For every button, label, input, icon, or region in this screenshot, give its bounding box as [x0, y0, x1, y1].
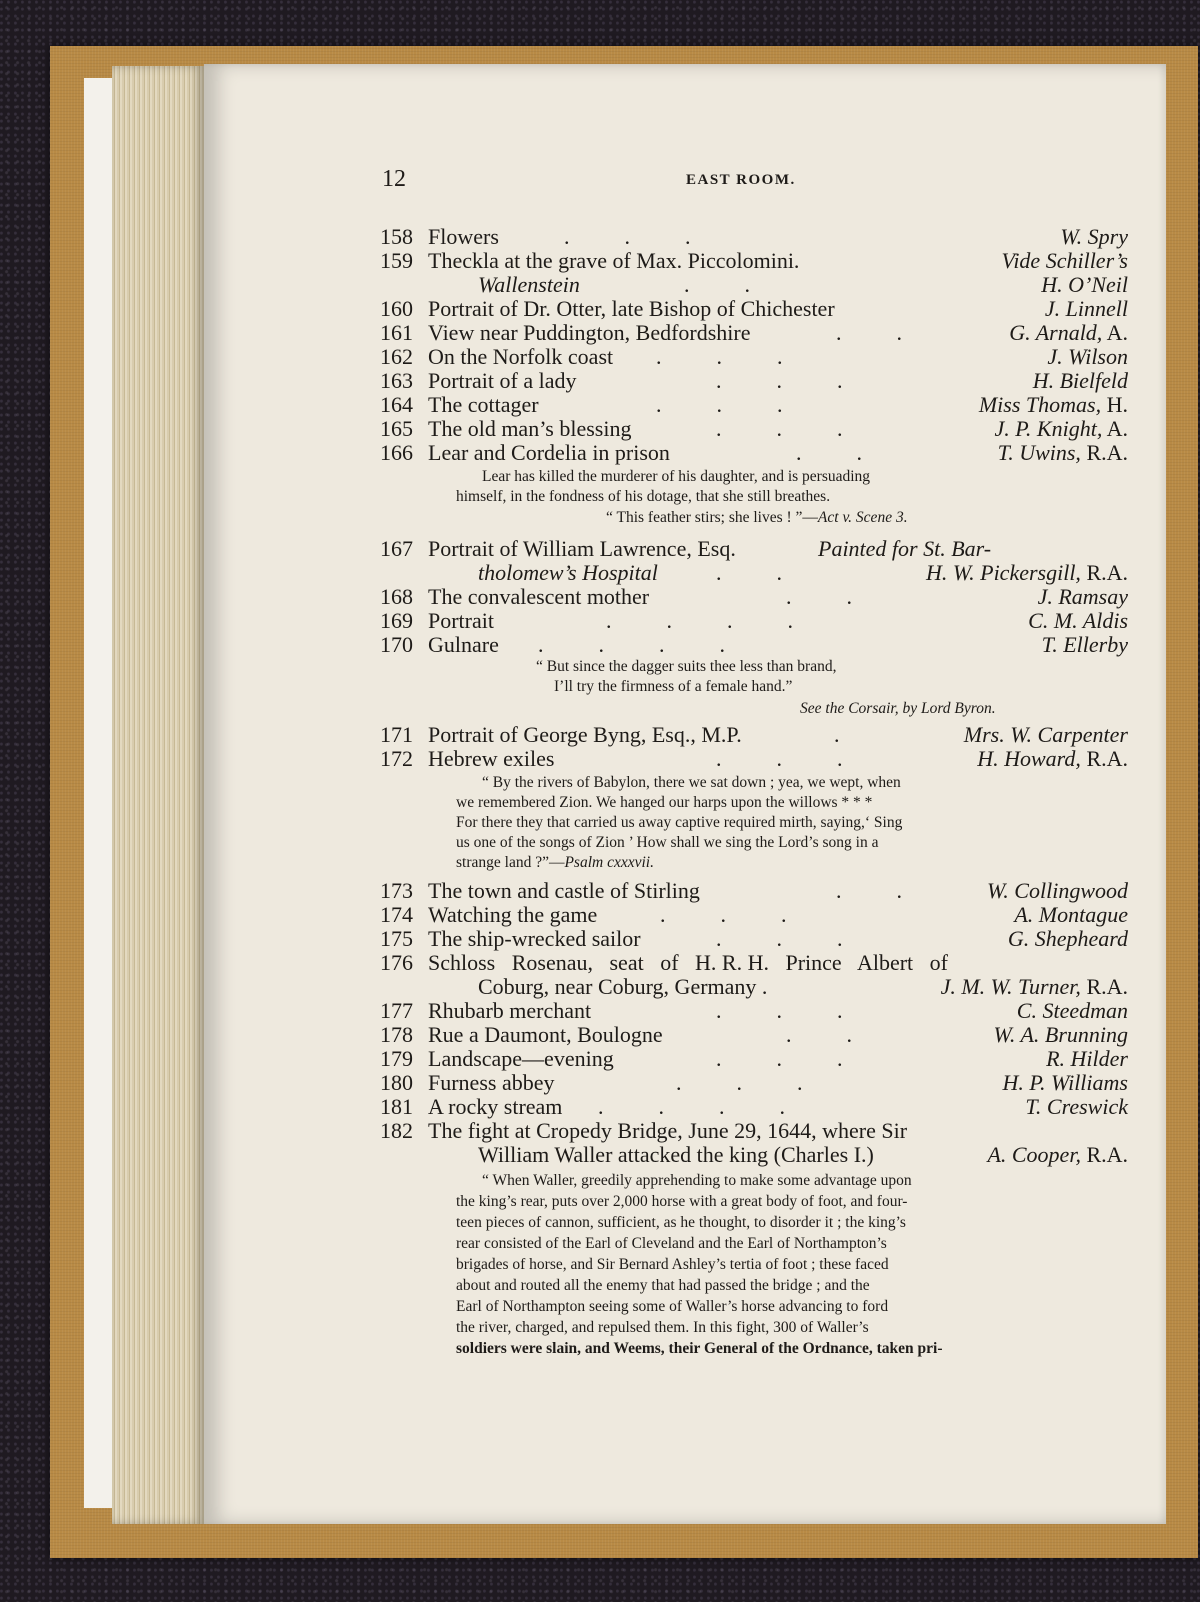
entry-artist: [926, 560, 1128, 586]
dot-leader: . .: [836, 320, 902, 345]
note-line: soldiers were slain, and Weems, their General of the Ordnance, taken pri-: [456, 1340, 943, 1357]
entry-number: 179: [380, 1046, 413, 1071]
note-line: the river, charged, and repulsed them. In this fight, 300 of Waller’s: [456, 1319, 869, 1336]
entry-number: 163: [380, 368, 413, 393]
dot-leader: . .: [836, 878, 902, 903]
entry-number: 160: [380, 296, 413, 321]
entry-artist: [1009, 320, 1128, 346]
artist-rank: H.: [1101, 392, 1128, 417]
book-page: [204, 64, 1166, 1524]
dot-leader: . . .: [716, 998, 843, 1023]
entry-artist: R. Hilder: [1046, 1046, 1128, 1071]
entry-artist: J. Linnell: [1044, 296, 1128, 321]
entry-number: 167: [380, 536, 413, 561]
entry-title: Lear and Cordelia in prison: [428, 440, 670, 465]
entry-artist: T. Ellerby: [1041, 632, 1128, 657]
entry-title: On the Norfolk coast: [428, 344, 614, 369]
dot-leader: . . .: [660, 902, 787, 927]
dot-leader: . .: [684, 272, 750, 297]
note-line: brigades of horse, and Sir Bernard Ashley’s tertia of foot ; these faced: [456, 1256, 889, 1273]
entry-title: A rocky stream: [428, 1094, 563, 1119]
entry-artist: [987, 1142, 1128, 1168]
entry-number: 174: [380, 902, 413, 927]
entry-title: Portrait: [428, 608, 494, 633]
entry-artist: C. Steedman: [1016, 998, 1128, 1023]
artist-name: G. Arnald,: [1009, 320, 1103, 345]
note-line: For there they that carried us away captive required mirth, saying,‘ Sing: [456, 814, 903, 831]
dot-leader: .: [834, 722, 840, 747]
entry-artist: J. Wilson: [1047, 344, 1128, 369]
artist-rank: R.A.: [1080, 974, 1128, 999]
entry-artist: T. Creswick: [1025, 1094, 1128, 1119]
entry-title-continuation: Vide Schiller’s: [1001, 248, 1128, 273]
entry-number: 175: [380, 926, 413, 951]
entry-number: 158: [380, 224, 413, 249]
entry-title: Flowers: [428, 224, 499, 249]
note-line: “ When Waller, greedily apprehending to make some advantage upon: [482, 1172, 912, 1189]
entry-artist: H. P. Williams: [1002, 1070, 1128, 1095]
entry-number: 166: [380, 440, 413, 465]
entry-number: 161: [380, 320, 413, 345]
quote-text: strange land ?”—: [456, 854, 565, 871]
artist-rank: R.A.: [1080, 746, 1128, 771]
quote-reference: Act v. Scene 3.: [817, 509, 908, 526]
entry-artist: J. Ramsay: [1037, 584, 1128, 609]
entry-title: Rhubarb merchant: [428, 998, 592, 1023]
entry-number: 170: [380, 632, 413, 657]
artist-rank: R.A.: [1080, 1142, 1128, 1167]
dot-leader: . .: [786, 1022, 852, 1047]
artist-rank: A.: [1102, 416, 1128, 441]
entry-artist: [995, 416, 1128, 442]
note-line: himself, in the fondness of his dotage, that she still breathes.: [456, 488, 831, 505]
entry-title: Gulnare: [428, 632, 499, 657]
dot-leader: . .: [716, 560, 782, 585]
dot-leader: . .: [786, 584, 852, 609]
dot-leader: . . .: [564, 224, 691, 249]
entry-number: 173: [380, 878, 413, 903]
running-head: EAST ROOM.: [686, 172, 796, 188]
artist-name: Miss Thomas,: [978, 392, 1102, 417]
entry-title-line2: Wallenstein: [478, 272, 580, 297]
entry-title: Landscape—evening: [428, 1046, 614, 1071]
note-line: we remembered Zion. We hanged our harps upon the willows * * *: [456, 794, 873, 811]
artist-rank: A.: [1102, 320, 1128, 345]
artist-name: H. W. Pickersgill,: [925, 560, 1081, 585]
entry-artist: H. O’Neil: [1041, 272, 1128, 297]
entry-number: 177: [380, 998, 413, 1023]
entry-title: Furness abbey: [428, 1070, 555, 1095]
note-line: Earl of Northampton seeing some of Waller’s horse advancing to ford: [456, 1298, 889, 1315]
entry-title: The fight at Cropedy Bridge, June 29, 1644, where Sir: [428, 1118, 908, 1143]
note-reference: See the Corsair, by Lord Byron.: [800, 700, 996, 717]
note-line: about and routed all the enemy that had passed the bridge ; and the: [456, 1277, 870, 1294]
dot-leader: . . .: [656, 344, 783, 369]
dot-leader: . . .: [716, 368, 843, 393]
entry-title: View near Puddington, Bedfordshire: [428, 320, 751, 345]
note-line: Lear has killed the murderer of his daughter, and is persuading: [482, 468, 871, 485]
note-line: [456, 854, 654, 872]
entry-title: The town and castle of Stirling: [428, 878, 700, 903]
entry-title-line2: Coburg, near Coburg, Germany .: [478, 974, 768, 999]
entry-title: Theckla at the grave of Max. Piccolomini.: [428, 248, 800, 273]
entry-number: 168: [380, 584, 413, 609]
entry-number: 172: [380, 746, 413, 771]
entry-title: The cottager: [428, 392, 539, 417]
entry-number: 176: [380, 950, 413, 975]
entry-artist: W. Collingwood: [987, 878, 1128, 903]
entry-artist: [979, 392, 1128, 418]
entry-number: 169: [380, 608, 413, 633]
entry-artist: A. Montague: [1014, 902, 1128, 927]
entry-title: Watching the game: [428, 902, 598, 927]
entry-title-line2: tholomew’s Hospital: [478, 560, 658, 585]
entry-number: 181: [380, 1094, 413, 1119]
artist-name: J. M. W. Turner,: [940, 974, 1081, 999]
dot-leader: . . .: [716, 1046, 843, 1071]
entry-title: Portrait of George Byng, Esq., M.P.: [428, 722, 742, 747]
quote-text: “ This feather stirs; she lives ! ”—: [606, 509, 818, 526]
entry-artist: W. A. Brunning: [993, 1022, 1128, 1047]
entry-title-line2: William Waller attacked the king (Charles I.): [478, 1142, 874, 1167]
note-line: I’ll try the firmness of a female hand.”: [554, 678, 793, 695]
entry-number: 180: [380, 1070, 413, 1095]
dot-leader: . . . .: [538, 632, 725, 657]
dot-leader: . . .: [716, 926, 843, 951]
artist-name: H. Howard,: [977, 746, 1081, 771]
dot-leader: . . .: [676, 1070, 803, 1095]
page-edges: [112, 66, 204, 1524]
quote-reference: Psalm cxxxvii.: [564, 854, 654, 871]
note-line: the king’s rear, puts over 2,000 horse with a great body of foot, and four-: [456, 1193, 908, 1210]
entry-title: The old man’s blessing: [428, 416, 632, 441]
dot-leader: . .: [796, 440, 862, 465]
artist-rank: R.A.: [1080, 560, 1128, 585]
artist-name: A. Cooper,: [987, 1142, 1081, 1167]
dot-leader: . . .: [716, 746, 843, 771]
entry-artist: Mrs. W. Carpenter: [963, 722, 1128, 747]
entry-artist: [998, 440, 1128, 466]
entry-title: Portrait of Dr. Otter, late Bishop of Chichester: [428, 296, 835, 321]
artist-name: J. P. Knight,: [994, 416, 1103, 441]
entry-title: Hebrew exiles: [428, 746, 555, 771]
entry-number: 159: [380, 248, 413, 273]
entry-title: The convalescent mother: [428, 584, 650, 609]
note-line: rear consisted of the Earl of Cleveland and the Earl of Northampton’s: [456, 1235, 887, 1252]
entry-number: 171: [380, 722, 413, 747]
entry-title-continuation: Painted for St. Bar-: [818, 536, 992, 561]
note-line: “ By the rivers of Babylon, there we sat down ; yea, we wept, when: [482, 774, 901, 791]
entry-number: 178: [380, 1022, 413, 1047]
entry-number: 162: [380, 344, 413, 369]
entry-artist: C. M. Aldis: [1028, 608, 1128, 633]
artist-rank: R.A.: [1080, 440, 1128, 465]
entry-number: 182: [380, 1118, 413, 1143]
artist-name: T. Uwins,: [997, 440, 1081, 465]
entry-title: Rue a Daumont, Boulogne: [428, 1022, 663, 1047]
entry-artist: [941, 974, 1128, 1000]
dot-leader: . . . .: [606, 608, 793, 633]
note-line: us one of the songs of Zion ’ How shall we sing the Lord’s song in a: [456, 834, 879, 851]
dot-leader: . . . .: [598, 1094, 785, 1119]
note-line: “ But since the dagger suits thee less than brand,: [536, 658, 837, 675]
entry-artist: G. Shepheard: [1007, 926, 1128, 951]
entry-title: Schloss Rosenau, seat of H. R. H. Prince Albert of: [428, 950, 948, 975]
entry-artist: W. Spry: [1060, 224, 1128, 249]
entry-number: 164: [380, 392, 413, 417]
entry-number: 165: [380, 416, 413, 441]
entry-artist: H. Bielfeld: [1032, 368, 1128, 393]
note-quote: [606, 509, 908, 527]
entry-title: The ship-wrecked sailor: [428, 926, 641, 951]
entry-artist: [977, 746, 1128, 772]
entry-title: Portrait of William Lawrence, Esq.: [428, 536, 736, 561]
dot-leader: . . .: [656, 392, 783, 417]
note-line: teen pieces of cannon, sufficient, as he thought, to disorder it ; the king’s: [456, 1214, 906, 1231]
dot-leader: . . .: [716, 416, 843, 441]
page-number: 12: [382, 166, 406, 192]
entry-title: Portrait of a lady: [428, 368, 577, 393]
